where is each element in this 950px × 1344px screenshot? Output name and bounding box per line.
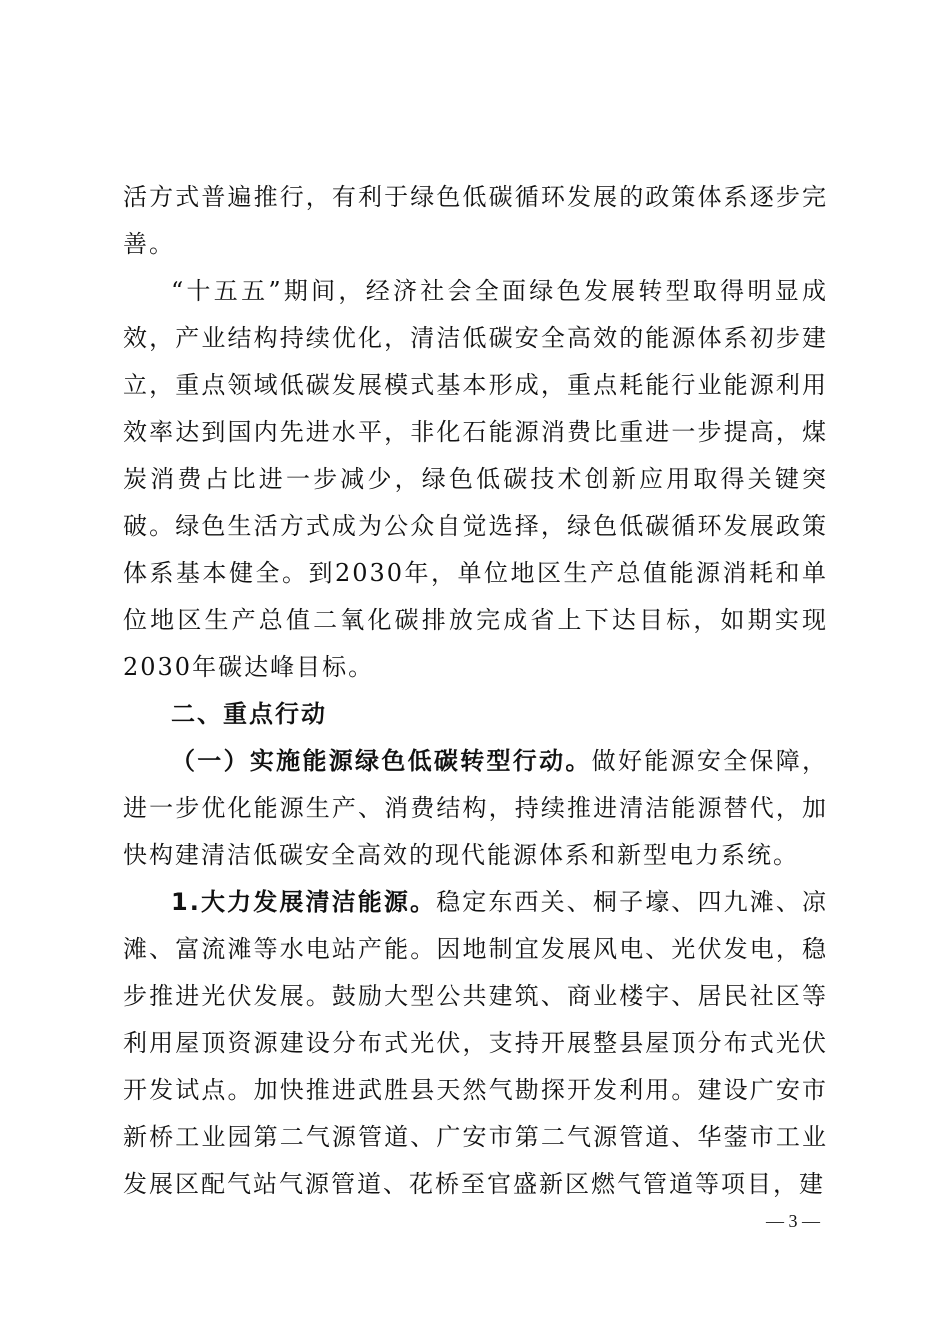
section-heading-key-actions: 二、重点行动	[171, 700, 327, 728]
item-clean-energy	[123, 879, 828, 1208]
subsection-energy-transition	[123, 738, 828, 879]
item-clean-energy-title: 1.大力发展清洁能源。	[171, 888, 437, 916]
page-number: — 3 —	[766, 1211, 820, 1231]
item-clean-energy-body: 稳定东西关、桐子壕、四九滩、凉滩、富流滩等水电站产能。因地制宜发展风电、光伏发电，稳步推进光伏发展。鼓励大型公共建筑、商业楼宇、居民社区等利用屋顶资源建设分布式光伏，支持开展整县屋顶分布式光伏开发试点。加快推进武胜县天然气勘探开发利用。建设广安市新桥工业园第二气源管道、广安市第二气源管道、华蓥市工业发展区配气站气源管道、花桥至官盛新区燃气管道等项目，建	[123, 888, 828, 1198]
subsection-energy-transition-title: （一）实施能源绿色低碳转型行动。	[171, 747, 592, 775]
paragraph-fifteenth-five-year-goals: “十五五”期间，经济社会全面绿色发展转型取得明显成效，产业结构持续优化，清洁低碳安全高效的能源体系初步建立，重点领域低碳发展模式基本形成，重点耗能行业能源利用效率达到国内先进水平，非化石能源消费比重进一步提高，煤炭消费占比进一步减少，绿色低碳技术创新应用取得关键突破。绿色生活方式成为公众自觉选择，绿色低碳循环发展政策体系基本健全。到2030年，单位地区生产总值能源消耗和单位地区生产总值二氧化碳排放完成省上下达目标，如期实现2030年碳达峰目标。	[123, 277, 828, 681]
paragraph-continuation: 活方式普遍推行，有利于绿色低碳循环发展的政策体系逐步完善。	[123, 183, 828, 258]
subsection-energy-transition-body: 做好能源安全保障，进一步优化能源生产、消费结构，持续推进清洁能源替代，加快构建清洁低碳安全高效的现代能源体系和新型电力系统。	[123, 747, 829, 869]
document-body	[123, 174, 828, 1208]
